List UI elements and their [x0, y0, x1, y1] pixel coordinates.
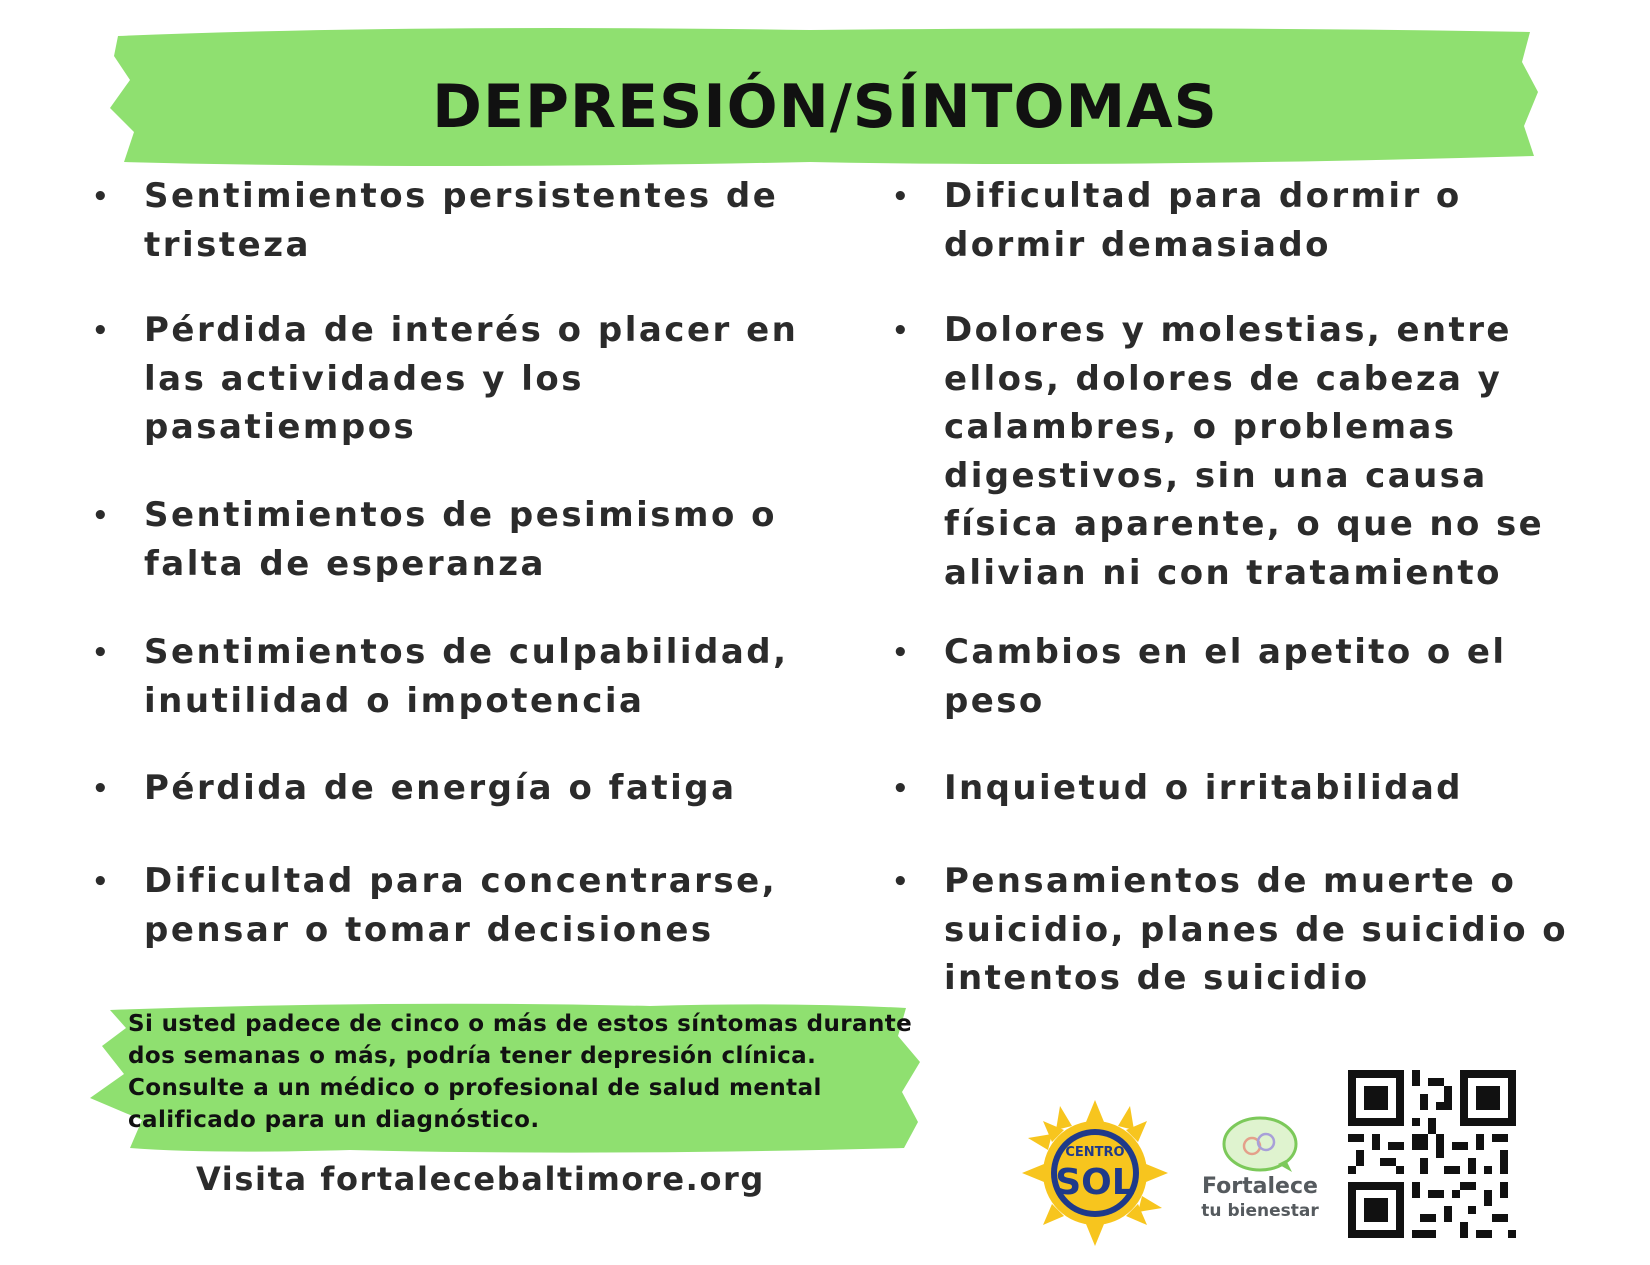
sol-top-label: CENTRO [1065, 1145, 1125, 1160]
diagnosis-note: Si usted padece de cinco o más de estos síntomas durante dos semanas o más, podría tener depresión clínica. Consulte a un médico o profesional de salud mental calificado para un diagnóstico. [128, 1011, 913, 1133]
fortalece-logo [1190, 1110, 1330, 1230]
title-banner [110, 22, 1540, 172]
bullet-icon: • [892, 316, 909, 346]
symptom-text: Dolores y molestias, entre ellos, dolores de cabeza y calambres, o problemas digestivos, sin una causa física aparente, o que no se alivian ni con tratamiento [944, 310, 1545, 593]
sol-main-label: SOL [1055, 1162, 1135, 1203]
centro-sol-logo [1020, 1098, 1170, 1248]
bullet-icon: • [92, 501, 109, 531]
website-link[interactable]: Visita fortalecebaltimore.org [196, 1160, 765, 1198]
symptom-text: Dificultad para dormir o dormir demasiado [944, 176, 1462, 265]
bullet-icon: • [892, 182, 909, 212]
bullet-icon: • [892, 774, 909, 804]
symptom-text: Pérdida de interés o placer en las actividades y los pasatiempos [144, 310, 799, 447]
bullet-icon: • [92, 638, 109, 668]
sun-logo-icon [1020, 1098, 1170, 1248]
page-title: DEPRESIÓN/SÍNTOMAS [432, 72, 1218, 142]
symptom-text: Sentimientos de culpabilidad, inutilidad o impotencia [144, 632, 789, 721]
bullet-icon: • [92, 774, 109, 804]
fortalece-tagline: tu bienestar [1201, 1201, 1319, 1221]
symptom-text: Pensamientos de muerte o suicidio, planes de suicidio o intentos de suicidio [944, 861, 1568, 998]
symptom-text: Pérdida de energía o fatiga [144, 768, 737, 808]
symptom-text: Sentimientos de pesimismo o falta de esperanza [144, 495, 778, 584]
fortalece-name: Fortalece [1202, 1174, 1318, 1199]
speech-bubble-icon [1190, 1110, 1330, 1174]
symptom-text: Cambios en el apetito o el peso [944, 632, 1507, 721]
bullet-icon: • [92, 182, 109, 212]
diagnosis-note-banner [90, 1000, 922, 1156]
symptom-text: Inquietud o irritabilidad [944, 768, 1463, 808]
qr-code-icon[interactable] [1348, 1070, 1516, 1238]
bullet-icon: • [92, 867, 109, 897]
bullet-icon: • [892, 638, 909, 668]
bullet-icon: • [92, 316, 109, 346]
symptom-text: Sentimientos persistentes de tristeza [144, 176, 779, 265]
bullet-icon: • [892, 867, 909, 897]
symptom-text: Dificultad para concentrarse, pensar o tomar decisiones [144, 861, 778, 950]
